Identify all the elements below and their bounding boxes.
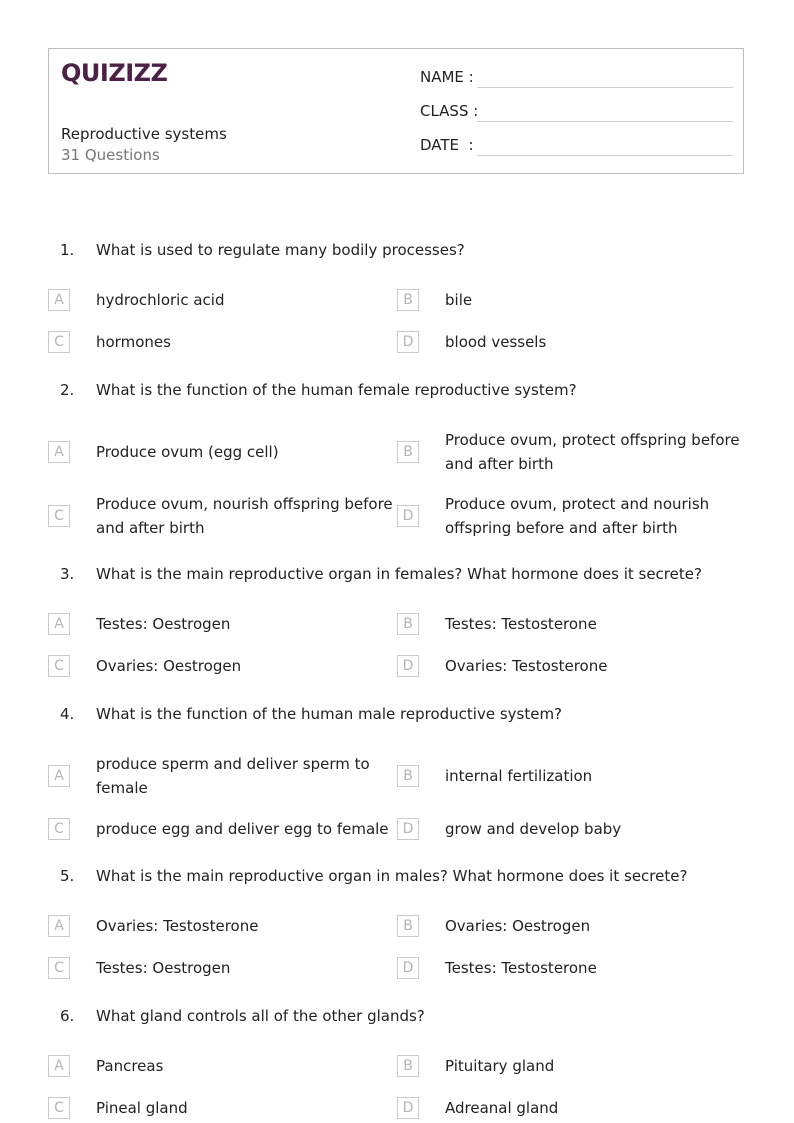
option-c-text: Pineal gland bbox=[96, 1099, 188, 1117]
option-c-box[interactable]: C bbox=[48, 331, 70, 353]
option-d-text: Produce ovum, protect and nourish offspring before and after birth bbox=[445, 495, 710, 537]
option-d-text: blood vessels bbox=[445, 333, 547, 351]
question-number: 1. bbox=[60, 241, 75, 259]
worksheet-title: Reproductive systems bbox=[61, 125, 227, 143]
option-a-text: Produce ovum (egg cell) bbox=[96, 443, 279, 461]
option-d-text: grow and develop baby bbox=[445, 820, 622, 838]
option-b-box[interactable]: B bbox=[397, 441, 419, 463]
option-d-text: Testes: Testosterone bbox=[445, 959, 597, 977]
option-b-text: Produce ovum, protect offspring before and after birth bbox=[445, 431, 740, 473]
quizizz-logo: QUIZIZZ bbox=[61, 59, 168, 87]
option-b-text: bile bbox=[445, 291, 473, 309]
question-text: What is used to regulate many bodily processes? bbox=[96, 241, 465, 259]
class-line[interactable] bbox=[477, 120, 733, 122]
option-c-text: Testes: Oestrogen bbox=[96, 959, 231, 977]
option-d-box[interactable]: D bbox=[397, 957, 419, 979]
question-text: What is the main reproductive organ in females? What hormone does it secrete? bbox=[96, 565, 702, 583]
question-text: What is the function of the human male reproductive system? bbox=[96, 705, 563, 723]
option-c-box[interactable]: C bbox=[48, 505, 70, 527]
option-c-box[interactable]: C bbox=[48, 655, 70, 677]
name-label: NAME : bbox=[420, 68, 474, 86]
option-d-box[interactable]: D bbox=[397, 505, 419, 527]
option-b-text: Testes: Testosterone bbox=[445, 615, 597, 633]
option-d-text: Ovaries: Testosterone bbox=[445, 657, 608, 675]
option-b-box[interactable]: B bbox=[397, 765, 419, 787]
option-b-text: Pituitary gland bbox=[445, 1057, 555, 1075]
question-number: 4. bbox=[60, 705, 75, 723]
option-a-box[interactable]: A bbox=[48, 613, 70, 635]
class-label: CLASS : bbox=[420, 102, 479, 120]
option-a-box[interactable]: A bbox=[48, 289, 70, 311]
question-text: What gland controls all of the other glands? bbox=[96, 1007, 425, 1025]
name-field[interactable] bbox=[420, 68, 474, 86]
option-d-box[interactable]: D bbox=[397, 818, 419, 840]
option-d-box[interactable]: D bbox=[397, 655, 419, 677]
option-b-text: Ovaries: Oestrogen bbox=[445, 917, 591, 935]
option-a-text: hydrochloric acid bbox=[96, 291, 225, 309]
option-d-text: Adreanal gland bbox=[445, 1099, 559, 1117]
question-number: 2. bbox=[60, 381, 75, 399]
class-field[interactable] bbox=[420, 102, 478, 120]
option-b-box[interactable]: B bbox=[397, 613, 419, 635]
option-a-box[interactable]: A bbox=[48, 765, 70, 787]
option-c-box[interactable]: C bbox=[48, 1097, 70, 1119]
option-c-text: Produce ovum, nourish offspring before and after birth bbox=[96, 495, 393, 537]
option-a-box[interactable]: A bbox=[48, 441, 70, 463]
question-count: 31 Questions bbox=[61, 146, 160, 164]
option-b-box[interactable]: B bbox=[397, 915, 419, 937]
option-a-box[interactable]: A bbox=[48, 1055, 70, 1077]
question-number: 3. bbox=[60, 565, 75, 583]
option-c-box[interactable]: C bbox=[48, 818, 70, 840]
option-c-text: hormones bbox=[96, 333, 171, 351]
worksheet-header bbox=[48, 48, 744, 174]
question-number: 6. bbox=[60, 1007, 75, 1025]
option-b-box[interactable]: B bbox=[397, 1055, 419, 1077]
option-a-text: Ovaries: Testosterone bbox=[96, 917, 259, 935]
date-line[interactable] bbox=[477, 154, 733, 156]
question-text: What is the function of the human female reproductive system? bbox=[96, 381, 577, 399]
date-field[interactable] bbox=[420, 136, 474, 154]
question-text: What is the main reproductive organ in males? What hormone does it secrete? bbox=[96, 867, 688, 885]
option-b-box[interactable]: B bbox=[397, 289, 419, 311]
option-d-box[interactable]: D bbox=[397, 1097, 419, 1119]
option-c-text: Ovaries: Oestrogen bbox=[96, 657, 242, 675]
option-a-box[interactable]: A bbox=[48, 915, 70, 937]
option-d-box[interactable]: D bbox=[397, 331, 419, 353]
name-line[interactable] bbox=[477, 86, 733, 88]
option-a-text: produce sperm and deliver sperm to female bbox=[96, 755, 370, 797]
date-label: DATE : bbox=[420, 136, 474, 154]
option-a-text: Testes: Oestrogen bbox=[96, 615, 231, 633]
option-c-box[interactable]: C bbox=[48, 957, 70, 979]
option-c-text: produce egg and deliver egg to female bbox=[96, 820, 389, 838]
option-b-text: internal fertilization bbox=[445, 767, 593, 785]
option-a-text: Pancreas bbox=[96, 1057, 164, 1075]
question-number: 5. bbox=[60, 867, 75, 885]
